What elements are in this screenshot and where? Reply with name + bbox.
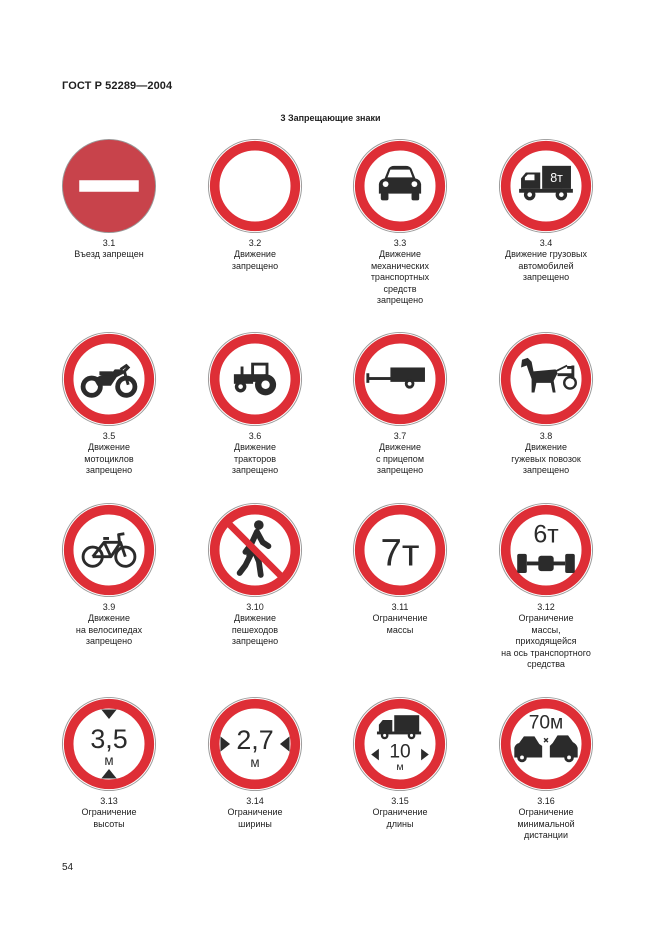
sign-caption-line: средства	[527, 659, 565, 669]
sign-shape	[410, 734, 413, 737]
sign-number: 3.1	[102, 238, 116, 248]
sign-caption	[325, 613, 475, 636]
sign-text: м	[104, 753, 114, 769]
trailer-icon	[352, 331, 448, 427]
sign-number: 3.13	[100, 796, 118, 806]
pedestrian-icon	[207, 502, 303, 598]
sign-item	[180, 331, 330, 477]
sign-caption-line: запрещено	[231, 636, 279, 646]
sign-shape	[520, 756, 524, 760]
sign-shape	[412, 193, 420, 201]
sign-shape	[241, 367, 244, 376]
sign-item	[325, 138, 475, 307]
weight-limit-icon	[352, 502, 448, 598]
tractor-icon	[207, 331, 303, 427]
sign-number: 3.3	[393, 238, 407, 248]
sign-caption-line: пешеходов	[231, 624, 279, 635]
sign-text: 7т	[380, 531, 420, 575]
sign-shape	[367, 377, 392, 380]
sign-caption-line: приходящейся	[515, 636, 577, 646]
sign-caption	[471, 807, 621, 842]
sign-caption	[471, 249, 621, 284]
sign-caption-line: мотоциклов	[84, 453, 134, 464]
sign-shape	[388, 170, 413, 178]
sign-caption	[180, 442, 330, 477]
sign-caption	[325, 442, 475, 477]
sign-shape	[254, 366, 266, 375]
sign-shape	[79, 180, 139, 192]
sign-caption	[325, 249, 475, 307]
sign-shape	[559, 192, 564, 197]
sign-caption-line: запрещено	[376, 465, 424, 475]
sign-caption-line: Ограничение	[372, 807, 428, 817]
sign-caption-line: запрещено	[376, 295, 424, 305]
sign-text: 10	[389, 741, 411, 763]
sign-caption	[325, 807, 475, 830]
sign-text: 70м	[528, 712, 564, 734]
sign-caption	[180, 613, 330, 648]
sign-text: м	[250, 755, 260, 771]
sign-caption-line: автомобилей	[518, 260, 574, 271]
sign-caption-line: ширины	[238, 818, 272, 829]
sign-caption-line: механических	[370, 260, 430, 271]
sign-caption-line: массы,	[531, 624, 561, 635]
sign-shape	[558, 373, 573, 376]
sign-caption-line: Движение	[88, 442, 130, 452]
sign-shape	[538, 556, 553, 571]
sign-number: 3.10	[246, 602, 264, 612]
sign-caption-line: массы	[386, 624, 414, 635]
sign-caption-line: на велосипедах	[75, 624, 143, 635]
sign-caption-line: Движение	[234, 442, 276, 452]
sign-item	[471, 502, 621, 671]
sign-caption-line: гужевых повозок	[511, 453, 581, 464]
height-limit-icon	[61, 696, 157, 792]
sign-number: 3.4	[539, 238, 553, 248]
sign-shape	[408, 382, 412, 386]
sign-shape	[394, 715, 419, 731]
sign-caption	[34, 807, 184, 830]
sign-item	[180, 696, 330, 830]
sign-text: 6т	[533, 520, 559, 549]
document-code: ГОСТ Р 52289—2004	[62, 80, 173, 92]
sign-number: 3.8	[539, 431, 553, 441]
sign-item	[180, 138, 330, 272]
sign-number: 3.9	[102, 602, 116, 612]
sign-caption-line: Движение	[379, 442, 421, 452]
sign-shape	[383, 181, 389, 187]
sign-text: 3,5	[90, 723, 128, 754]
sign-shape	[381, 193, 389, 201]
sign-caption-line: тракторов	[234, 453, 276, 464]
sign-caption-line: Движение	[88, 613, 130, 623]
sign-number: 3.12	[537, 602, 555, 612]
sign-caption-line: запрещено	[85, 465, 133, 475]
sign-caption-line: запрещено	[231, 465, 279, 475]
sign-shape	[517, 554, 527, 573]
sign-caption	[471, 613, 621, 671]
page-number: 54	[62, 862, 74, 873]
car-icon	[352, 138, 448, 234]
motorcycle-icon	[61, 331, 157, 427]
bicycle-icon	[61, 502, 157, 598]
sign-item	[325, 331, 475, 477]
sign-shape	[366, 373, 369, 383]
sign-caption-line: с прицепом	[375, 453, 425, 464]
sign-shape	[99, 371, 112, 375]
sign-item	[325, 696, 475, 830]
no-entry-icon	[61, 138, 157, 234]
sign-number: 3.5	[102, 431, 116, 441]
sign-caption-line: Ограничение	[518, 613, 574, 623]
sign-caption-line: Ограничение	[518, 807, 574, 817]
sign-caption-line: Движение грузовых	[505, 249, 587, 259]
sign-number: 3.11	[391, 602, 409, 612]
sign-caption-line: Ограничение	[372, 613, 428, 623]
sign-item	[34, 502, 184, 648]
truck-icon	[498, 138, 594, 234]
no-vehicles-icon	[207, 138, 303, 234]
sign-caption-line: транспортных	[370, 272, 430, 282]
sign-number: 3.7	[393, 431, 407, 441]
length-limit-icon	[352, 696, 448, 792]
sign-item	[471, 331, 621, 477]
sign-shape	[527, 192, 532, 197]
sign-shape	[215, 146, 296, 227]
sign-caption-line: на ось транспортного	[501, 647, 591, 658]
sign-caption	[180, 249, 330, 272]
sign-caption	[34, 442, 184, 477]
sign-caption	[471, 442, 621, 477]
sign-shape	[238, 384, 243, 389]
sign-caption-line: минимальной	[517, 818, 575, 829]
sign-item	[471, 138, 621, 284]
sign-caption-line: высоты	[93, 818, 125, 829]
sign-caption-line: Въезд запрещен	[74, 249, 144, 259]
sign-caption	[34, 249, 184, 261]
sign-shape	[261, 381, 269, 389]
sign-shape	[254, 520, 264, 530]
sign-text: м	[396, 760, 404, 773]
sign-text: 2,7	[236, 724, 274, 755]
sign-shape	[567, 756, 571, 760]
sign-number: 3.15	[391, 796, 409, 806]
sign-number: 3.2	[248, 238, 262, 248]
sign-caption-line: Движение	[234, 249, 276, 259]
sign-caption	[34, 613, 184, 648]
section-title: 3 Запрещающие знаки	[280, 113, 381, 123]
sign-item	[471, 696, 621, 842]
sign-number: 3.16	[537, 796, 555, 806]
sign-shape	[565, 554, 575, 573]
sign-caption-line: средств	[383, 283, 417, 294]
sign-caption-line: запрещено	[231, 260, 279, 271]
sign-number: 3.14	[246, 796, 264, 806]
sign-item	[180, 502, 330, 648]
sign-caption-line: Ограничение	[81, 807, 137, 817]
sign-number: 3.6	[248, 431, 262, 441]
width-limit-icon	[207, 696, 303, 792]
sign-caption-line: запрещено	[85, 636, 133, 646]
sign-caption-line: дистанции	[524, 830, 568, 840]
sign-item	[325, 502, 475, 636]
sign-text: 8т	[550, 171, 563, 186]
sign-caption-line: Движение	[525, 442, 567, 452]
sign-item	[34, 138, 184, 261]
sign-shape	[412, 181, 418, 187]
sign-shape	[383, 734, 386, 737]
sign-caption-line: запрещено	[522, 465, 570, 475]
axle-load-icon	[498, 502, 594, 598]
horse-cart-icon	[498, 331, 594, 427]
sign-caption-line: длины	[386, 818, 414, 829]
sign-item	[34, 331, 184, 477]
distance-limit-icon	[498, 696, 594, 792]
sign-item	[34, 696, 184, 830]
sign-caption-line: Ограничение	[227, 807, 283, 817]
sign-caption-line: Движение	[379, 249, 421, 259]
sign-caption	[180, 807, 330, 830]
sign-caption-line: запрещено	[522, 272, 570, 282]
sign-caption-line: Движение	[234, 613, 276, 623]
